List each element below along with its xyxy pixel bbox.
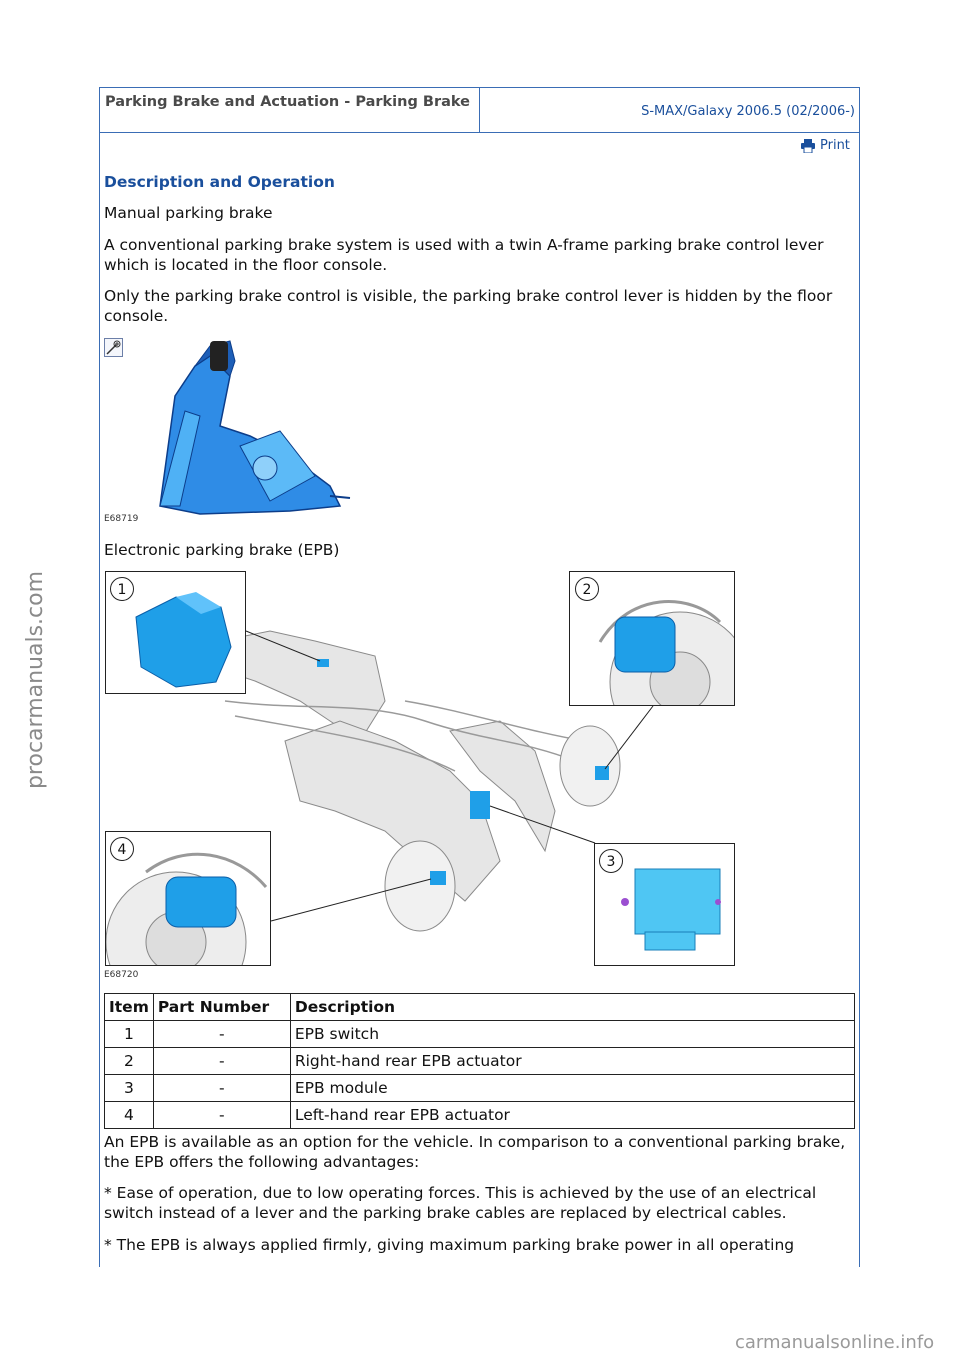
header-part-number: Part Number bbox=[153, 994, 290, 1021]
callout-number-2: 2 bbox=[575, 577, 599, 601]
section-heading: Description and Operation bbox=[104, 173, 335, 191]
paragraph-4: * Ease of operation, due to low operating forces. This is achieved by the use of an electrical switch instead of a lever and the parking brake cables are replaced by electrical cables. bbox=[104, 1184, 817, 1222]
cell-description: EPB switch bbox=[290, 1021, 854, 1048]
figure2-label: E68720 bbox=[104, 970, 139, 980]
cell-description: EPB module bbox=[290, 1075, 854, 1102]
callout-number-1: 1 bbox=[110, 577, 134, 601]
table-row bbox=[105, 1048, 855, 1075]
callout-number-3: 3 bbox=[599, 849, 623, 873]
print-button[interactable] bbox=[800, 138, 850, 153]
print-icon bbox=[800, 139, 816, 153]
cell-description: Left-hand rear EPB actuator bbox=[290, 1102, 854, 1129]
side-watermark-text: procarmanuals.com bbox=[23, 570, 48, 790]
cell-description: Right-hand rear EPB actuator bbox=[290, 1048, 854, 1075]
cell-part-number: - bbox=[153, 1048, 290, 1075]
cell-part-number: - bbox=[153, 1102, 290, 1129]
model-info: S-MAX/Galaxy 2006.5 (02/2006-) bbox=[641, 104, 855, 119]
cell-part-number: - bbox=[153, 1075, 290, 1102]
table-header-row bbox=[105, 994, 855, 1021]
side-watermark bbox=[14, 560, 54, 800]
header-item: Item bbox=[105, 994, 154, 1021]
table-row bbox=[105, 1075, 855, 1102]
cell-part-number: - bbox=[153, 1021, 290, 1048]
paragraph-2: Only the parking brake control is visible, the parking brake control lever is hidden by the floor console. bbox=[104, 287, 833, 325]
header-description: Description bbox=[290, 994, 854, 1021]
cell-item: 1 bbox=[105, 1021, 154, 1048]
zoom-icon[interactable] bbox=[104, 338, 123, 357]
epb-title: Electronic parking brake (EPB) bbox=[104, 541, 340, 559]
parts-table bbox=[104, 993, 855, 1129]
paragraph-5: * The EPB is always applied firmly, giving maximum parking brake power in all operating bbox=[104, 1236, 795, 1254]
page-header bbox=[99, 87, 860, 133]
figure1-label: E68719 bbox=[104, 514, 139, 524]
table-row bbox=[105, 1102, 855, 1129]
cell-item: 2 bbox=[105, 1048, 154, 1075]
manual-brake-title: Manual parking brake bbox=[104, 204, 273, 222]
cell-item: 3 bbox=[105, 1075, 154, 1102]
callout-number-4: 4 bbox=[110, 837, 134, 861]
page-title: Parking Brake and Actuation - Parking Brake bbox=[100, 88, 480, 132]
print-label: Print bbox=[820, 138, 850, 153]
paragraph-3: An EPB is available as an option for the vehicle. In comparison to a conventional parking brake, the EPB offers the following advantages: bbox=[104, 1133, 846, 1171]
table-row bbox=[105, 1021, 855, 1048]
parking-brake-lever-figure bbox=[140, 336, 355, 516]
paragraph-1: A conventional parking brake system is used with a twin A-frame parking brake control lever which is located in the floor console. bbox=[104, 236, 824, 274]
cell-item: 4 bbox=[105, 1102, 154, 1129]
footer-watermark: carmanualsonline.info bbox=[735, 1332, 935, 1353]
